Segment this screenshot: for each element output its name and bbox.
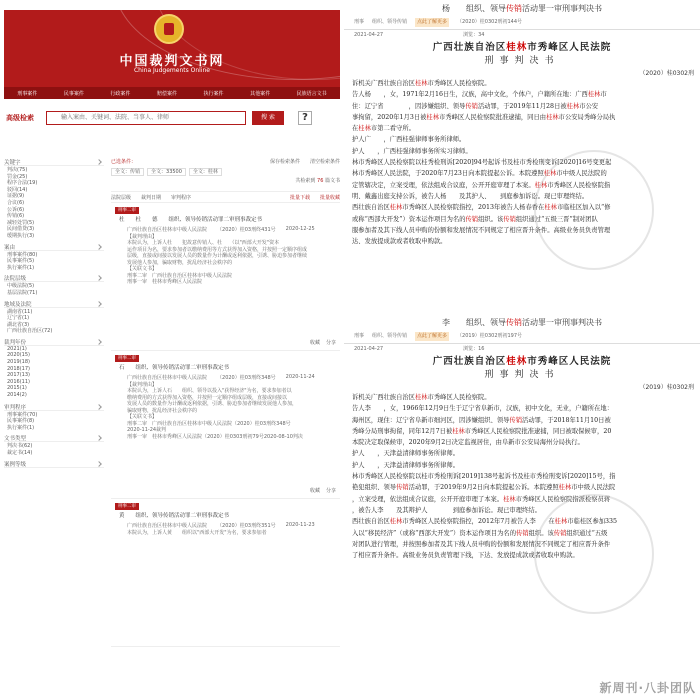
filter-item[interactable]: 广西壮族自治区(72) [7,328,53,335]
body-line: 告人杨 ，女，1971年2月16日生，汉族，高中文化，个体户，户籍所在地：广西桂林市 [352,91,607,99]
filter-item[interactable]: 执行案件(1) [7,264,35,271]
case-number: （2020）桂03刑终431号 [217,227,276,233]
body-line: 海州区，现住：辽宁省阜新市细河区，因涉嫌组织、领导传销活动罪，于2018年11月10日被 [352,416,611,424]
case-number: （2020）桂03刑终351号 [217,523,276,529]
filter-group [4,403,104,431]
filter-chip[interactable]: 全文：33500 [147,168,186,176]
case-number: （2020）桂0302刑 [639,70,694,77]
body-line: 艳犯组织、领导传销活动罪，于2019年9月2日向本院提起公诉。本院遵照桂林市中级人民法院 [352,484,616,492]
learn-more-button[interactable]: 点此了解更多 [417,333,448,339]
body-line: 本院决定取保候审，2020年9月2日决定监视居住，由阜新市公安局海州分局执行。 [352,439,584,447]
meta-item: （2019）桂0302刑初197号 [457,333,523,339]
filter-group-title[interactable]: 案由 [4,243,104,251]
search-input[interactable]: 输入案由、关键词、法院、当事人、律师 [46,111,246,125]
filter-item[interactable]: 2021(1) [7,345,27,352]
filter-item[interactable]: 裁定书(14) [7,450,33,456]
filter-group [4,300,104,334]
title-rest: 组织、领导传销活动罪一审刑事判决书 [466,4,602,13]
filter-item[interactable]: 2016(11) [7,378,30,385]
sort-option[interactable]: 法院层级 [111,194,132,201]
filter-item[interactable]: 刑事案件(80) [7,251,38,258]
meta-item: 刑事 [354,19,365,25]
site-title[interactable]: 中国裁判文书网 [119,54,225,69]
body-line: 达、发放提成款或者收取申购款。 [352,238,447,246]
case-date: 2020-12-25 [285,226,315,232]
meta-item: 组织、领导传销 [372,333,408,339]
filter-item[interactable]: 公诉(6) [7,206,25,213]
excerpt-line: 本院认为，上诉人石 组织、领导以投入"获得经济"为名，要求参加者以 [127,388,292,395]
filter-item[interactable]: 民事案件(8) [7,418,35,425]
case-number: （2020）桂03刑终348号 [217,375,276,381]
filter-item[interactable]: 中级法院(5) [7,283,35,290]
nav-item[interactable]: 行政案件 [110,90,131,97]
filter-sidebar [4,158,104,472]
site-subtitle: China Judgements Online [133,67,210,74]
filter-item[interactable]: 判决(75) [7,167,28,173]
case-court: 广西壮族自治区桂林市中级人民法院 [127,523,208,529]
case-excerpt [111,234,340,266]
body-line: 护人 ，天津益清律师事务所律师。 [352,461,460,469]
body-line: 林市秀峰区人民法院，于2020年7月23日向本院提起公诉。本院遵照桂林市中级人民法院的 [352,170,607,178]
filter-group [4,338,104,399]
excerpt-line: 发展他人参加，骗取财物，扰乱经济社会秩序的 [127,259,233,266]
case-date: 2020-11-23 [285,522,315,528]
judgment-document [344,314,700,700]
excerpt-line: 本院认为，上诉人杜 犯故意传销人、杜 （以"西部大开发"资本 [127,240,280,247]
body-line: 林市秀峰区人民检察院以桂秀检刑诉[2020]94号起诉书及桂市秀检刑变诉[2020]16号变更起 [352,159,612,167]
filter-group-title[interactable]: 审判程序 [4,403,104,411]
document-kind: 刑事判决书 [484,370,560,380]
filter-group-title[interactable]: 法院层级 [4,274,104,282]
filter-group-title[interactable]: 关键字 [4,158,104,166]
view-count: 浏览：16 [463,346,485,352]
screenshot-right-panel [344,0,700,700]
document-title [344,0,700,18]
case-tag: 刑事二审 [115,207,139,214]
filter-group [4,243,104,271]
case-actions [310,487,336,494]
body-line: ，立案受理，依法组成合议庭，公开开庭审理了本案。桂林市秀峰区人民检察院指派检察员蒋 [352,495,611,503]
case-action[interactable]: 分享 [325,340,336,346]
filter-group [4,460,104,468]
excerpt-line: 【裁判理由】 [127,382,158,388]
body-line: 林市秀峰区人民检察院以桂市秀检刑诉[2019]138号起诉书及桂市秀检刑变诉[2020]15号，指 [352,473,616,481]
case-excerpt [111,382,340,414]
case-card [111,203,340,351]
search-button[interactable]: 搜 索 [252,111,284,125]
defendant-name: 杨 [442,4,466,13]
case-title[interactable]: 黄 组织、领导传销活动罪二审刑事裁定书 [119,513,230,519]
judgment-document [344,0,700,314]
document-meta [344,332,700,341]
defendant-name: 李 [442,318,466,327]
court-name: 广西壮族自治区桂林市秀峰区人民法院 [432,356,612,367]
filter-item[interactable]: 传销(6) [7,213,25,220]
result-list [111,158,340,647]
excerpt-line: 本院认为，上诉人黄 组织以"西部大开发"为名，要求参加者 [127,530,267,536]
nav-item[interactable]: 赔偿案件 [156,90,177,97]
body-line: ，被告人李 及其辩护人 到庭参加诉讼。现已审理终结。 [352,506,541,514]
filter-item[interactable]: 2019(18) [7,359,30,366]
filter-item[interactable]: 驳回(14) [7,186,28,193]
site-banner [4,10,340,87]
case-tag: 刑事二审 [115,355,139,362]
nav-item[interactable]: 其他案件 [250,90,271,97]
filter-group [4,434,104,455]
case-number: （2019）桂0302刑 [639,384,694,391]
filter-item[interactable]: 证据(9) [7,193,25,200]
case-card [111,351,340,499]
case-tag: 刑事二审 [115,503,139,510]
nav-item[interactable]: 刑事案件 [17,90,38,97]
related-docs [111,414,340,440]
body-line: 了相应晋升条件。高级业务员负责管理下线，下达、发放提成款或者收取申购款。 [352,552,579,560]
filter-chip[interactable]: 全文：桂林 [189,168,222,176]
case-action[interactable]: 分享 [325,488,336,494]
sort-bar [111,191,340,203]
save-conditions-link[interactable]: 保存检索条件 [269,159,300,165]
meta-item: （2020）桂0302刑初144号 [457,19,523,25]
publish-date: 2021-04-27 [354,346,384,352]
top-nav [4,87,340,99]
body-line: 或称“西部大开发”）资本运作项目为名的传销组织。该传销组织通过“五级三晋”制对团队 [352,215,598,223]
filter-group-title[interactable]: 案例等级 [4,460,104,468]
case-court: 广西壮族自治区桂林市中级人民法院 [127,375,208,381]
related-label: 【关联文书】 [127,414,158,421]
case-date: 2020-11-24 [285,374,315,380]
court-name: 广西壮族自治区桂林市秀峰区人民法院 [432,42,612,53]
filter-chip[interactable]: 全文：传销 [111,168,144,176]
filter-item[interactable]: 湖南省(11) [7,308,33,315]
excerpt-line: 发展人员的数量作为计酬或返利依据，引诱、胁迫参加者继续发展他人参加， [127,401,298,408]
batch-action[interactable]: 批量下载 [289,194,310,201]
learn-more-button[interactable]: 点此了解更多 [417,19,448,25]
excerpt-line: 【裁判理由】 [127,234,158,240]
case-actions [310,339,336,346]
filter-item[interactable]: 判决书(62) [7,443,33,450]
excerpt-line: 层级，直接或间接以发展人员的数量作为计酬或返利依据，引诱、胁迫参加者继续 [127,253,308,260]
filter-item[interactable]: 辽宁省(1) [7,315,30,322]
screenshot-left-panel [4,10,340,700]
help-icon[interactable]: ? [298,111,312,125]
body-line: 明、戴鑫出庭支持公诉，被告人杨 及其护人、 到庭参加诉讼。现已审理终结。 [352,192,589,200]
filter-item[interactable]: 民间借贷(3) [7,226,35,233]
filter-group [4,158,104,239]
batch-action[interactable]: 批量收藏 [319,194,340,201]
filter-item[interactable]: 基层法院(71) [7,289,38,296]
result-total: 共检索到 76 篇文书 [295,178,340,184]
case-meta [111,374,340,382]
body-line: 西壮族自治区桂林市秀峰区人民检察院指控，2013年被告人杨春香在桂林市临桂区加入以“修 [352,204,611,212]
body-line: 西壮族自治区桂林市秀峰区人民检察院指控，2012年7月被告人李 在桂林市临桂区参加335 [352,518,618,526]
filter-group-title[interactable]: 文书类型 [4,434,104,442]
body-line: 服参加者及其下线人员申购的份额和发展情况不同规定了相应晋升条件。高级业务员负责管理 [352,226,611,234]
related-label: 【关联文书】 [127,266,158,273]
filter-item[interactable]: 罚金(25) [7,173,28,180]
related-docs [111,266,340,286]
case-title[interactable]: 石 组织、领导传销活动罪二审刑事裁定书 [119,365,230,371]
seal-watermark-icon [534,150,654,270]
body-line: 定管辖决定，立案受理，依法组成合议庭，公开开庭审理了本案。桂林市秀峰区人民检察院指 [352,181,611,189]
related-doc-line[interactable]: 2020-11-24裁判 [127,427,167,434]
body-line: 诉机关广西壮族自治区桂林市秀峰区人民检察院。 [352,394,491,401]
sort-option[interactable]: 审判程序 [171,194,192,201]
related-doc-line[interactable]: 刑事二审 广西壮族自治区桂林市中级人民法院（2020）桂03刑终348号 [127,420,291,427]
filter-item[interactable]: 刑事案件(70) [7,411,38,418]
document-date-views [344,344,700,354]
excerpt-line: 缴纳费用的方式获得加入资格，并按照一定顺序组成层级，直接或间接以 [127,394,288,401]
watermark: 新周刊·八卦团队 [599,681,696,695]
clear-conditions-link[interactable]: 清空检索条件 [309,159,340,165]
meta-item: 刑事 [354,333,365,339]
publish-date: 2021-04-27 [354,32,384,38]
filter-item[interactable]: 减轻处罚(5) [7,219,35,226]
case-meta [111,522,340,530]
excerpt-line: 骗取财物，扰乱经济社会秩序的 [127,407,198,414]
filter-item[interactable]: 2017(13) [7,372,30,379]
advanced-search-link[interactable]: 高级检索 [6,114,34,122]
body-line: 事拘留，2020年1月3日被桂林市秀峰区人民检察院批准逮捕，同日由桂林市公安局秀峰分局执 [352,113,616,121]
filters-label: 已选条件： [111,159,137,165]
filter-chips [111,167,340,177]
filter-item[interactable]: 合议(6) [7,199,25,206]
body-line: 护人 ，广西桂强律师事务所实习律师。 [352,147,472,155]
filter-item[interactable]: 2014(2) [7,392,27,399]
body-line: 诉机关广西壮族自治区桂林市秀峰区人民检察院。 [352,80,491,87]
filter-header [111,158,340,167]
related-doc-line[interactable]: 刑事二审 广西壮族自治区桂林市中级人民法院 [127,272,233,279]
filter-item[interactable]: 2020(15) [7,352,30,359]
view-count: 浏览：34 [463,32,485,38]
filter-group [4,274,104,295]
sort-option[interactable]: 裁判日期 [141,194,162,201]
seal-watermark-icon [534,494,654,614]
document-kind: 刑事判决书 [484,56,560,66]
case-action[interactable]: 收藏 [309,340,320,346]
case-meta [111,226,340,234]
body-line: 入以“移民经济”（或称“西部大开发”）资本运作项目为名的传销组织。该传销组织通过“五级 [352,529,608,537]
nav-item[interactable]: 执行案件 [203,90,224,97]
nav-item[interactable]: 民族语言文书 [296,90,327,97]
body-line: 护人广 ，广西桂强律师事务所律师。 [352,136,466,144]
meta-item: 组织、领导传销 [372,19,408,25]
body-line: 护人 ，天津益清律师事务所律师。 [352,450,460,458]
filter-group-title[interactable]: 裁判年份 [4,338,104,346]
document-title [344,314,700,332]
case-action[interactable]: 收藏 [309,488,320,494]
case-card [111,499,340,647]
body-line: 住：辽宁省 ，因涉嫌组织、领导传销活动罪，于2019年11月28日被桂林市公安 [352,102,599,110]
related-doc-line[interactable]: 刑事一审 桂林市秀峰区人民法院 [127,279,203,286]
document-meta [344,18,700,27]
court-emblem-icon [154,14,184,44]
title-rest: 组织、领导传销活动罪一审刑事判决书 [466,318,602,327]
excerpt-line: 运作项目为名，要求参加者以缴纳费用等方式获得加入资格，并按照一定顺序组成 [127,246,308,253]
nav-item[interactable]: 民事案件 [63,90,84,97]
filter-item[interactable]: 民事案件(5) [7,258,35,265]
filter-item[interactable]: 湖北省(3) [7,321,30,328]
case-court: 广西壮族自治区桂林市中级人民法院 [127,227,208,233]
filter-item[interactable]: 执行案件(1) [7,424,35,431]
body-line: 秀峰分局刑事拘留，同年12月7日被桂林市秀峰区人民检察院批准逮捕，同日被取保候审，20 [352,427,612,435]
case-excerpt [111,530,340,536]
filter-group-title[interactable]: 地域及法院 [4,300,104,308]
filter-item[interactable]: 程序合法(19) [7,180,38,187]
body-line: 在桂林市第二看守所。 [352,125,415,133]
body-line: 告人李 ，女，1966年12月9日生于辽宁省阜新市，汉族，初中文化，无业，户籍所在地： [352,405,614,413]
related-doc-line[interactable]: 刑事一审 桂林市秀峰区人民法院（2020）桂0303刑初79号2020-08-10判决 [127,433,303,440]
filter-item[interactable]: 2015(1) [7,385,27,392]
document-date-views [344,30,700,40]
case-title[interactable]: 杜 杜 德 组织、领导传销活动罪二审刑事裁定书 [119,217,263,223]
body-line: 对团队进行管理，并按照参加者及其下线人员申购的份额和发展情况不同规定了相应晋升条件 [352,540,611,548]
filter-item[interactable]: 2018(17) [7,365,30,372]
search-bar [4,103,340,133]
filter-item[interactable]: 缓期执行(3) [7,232,35,239]
